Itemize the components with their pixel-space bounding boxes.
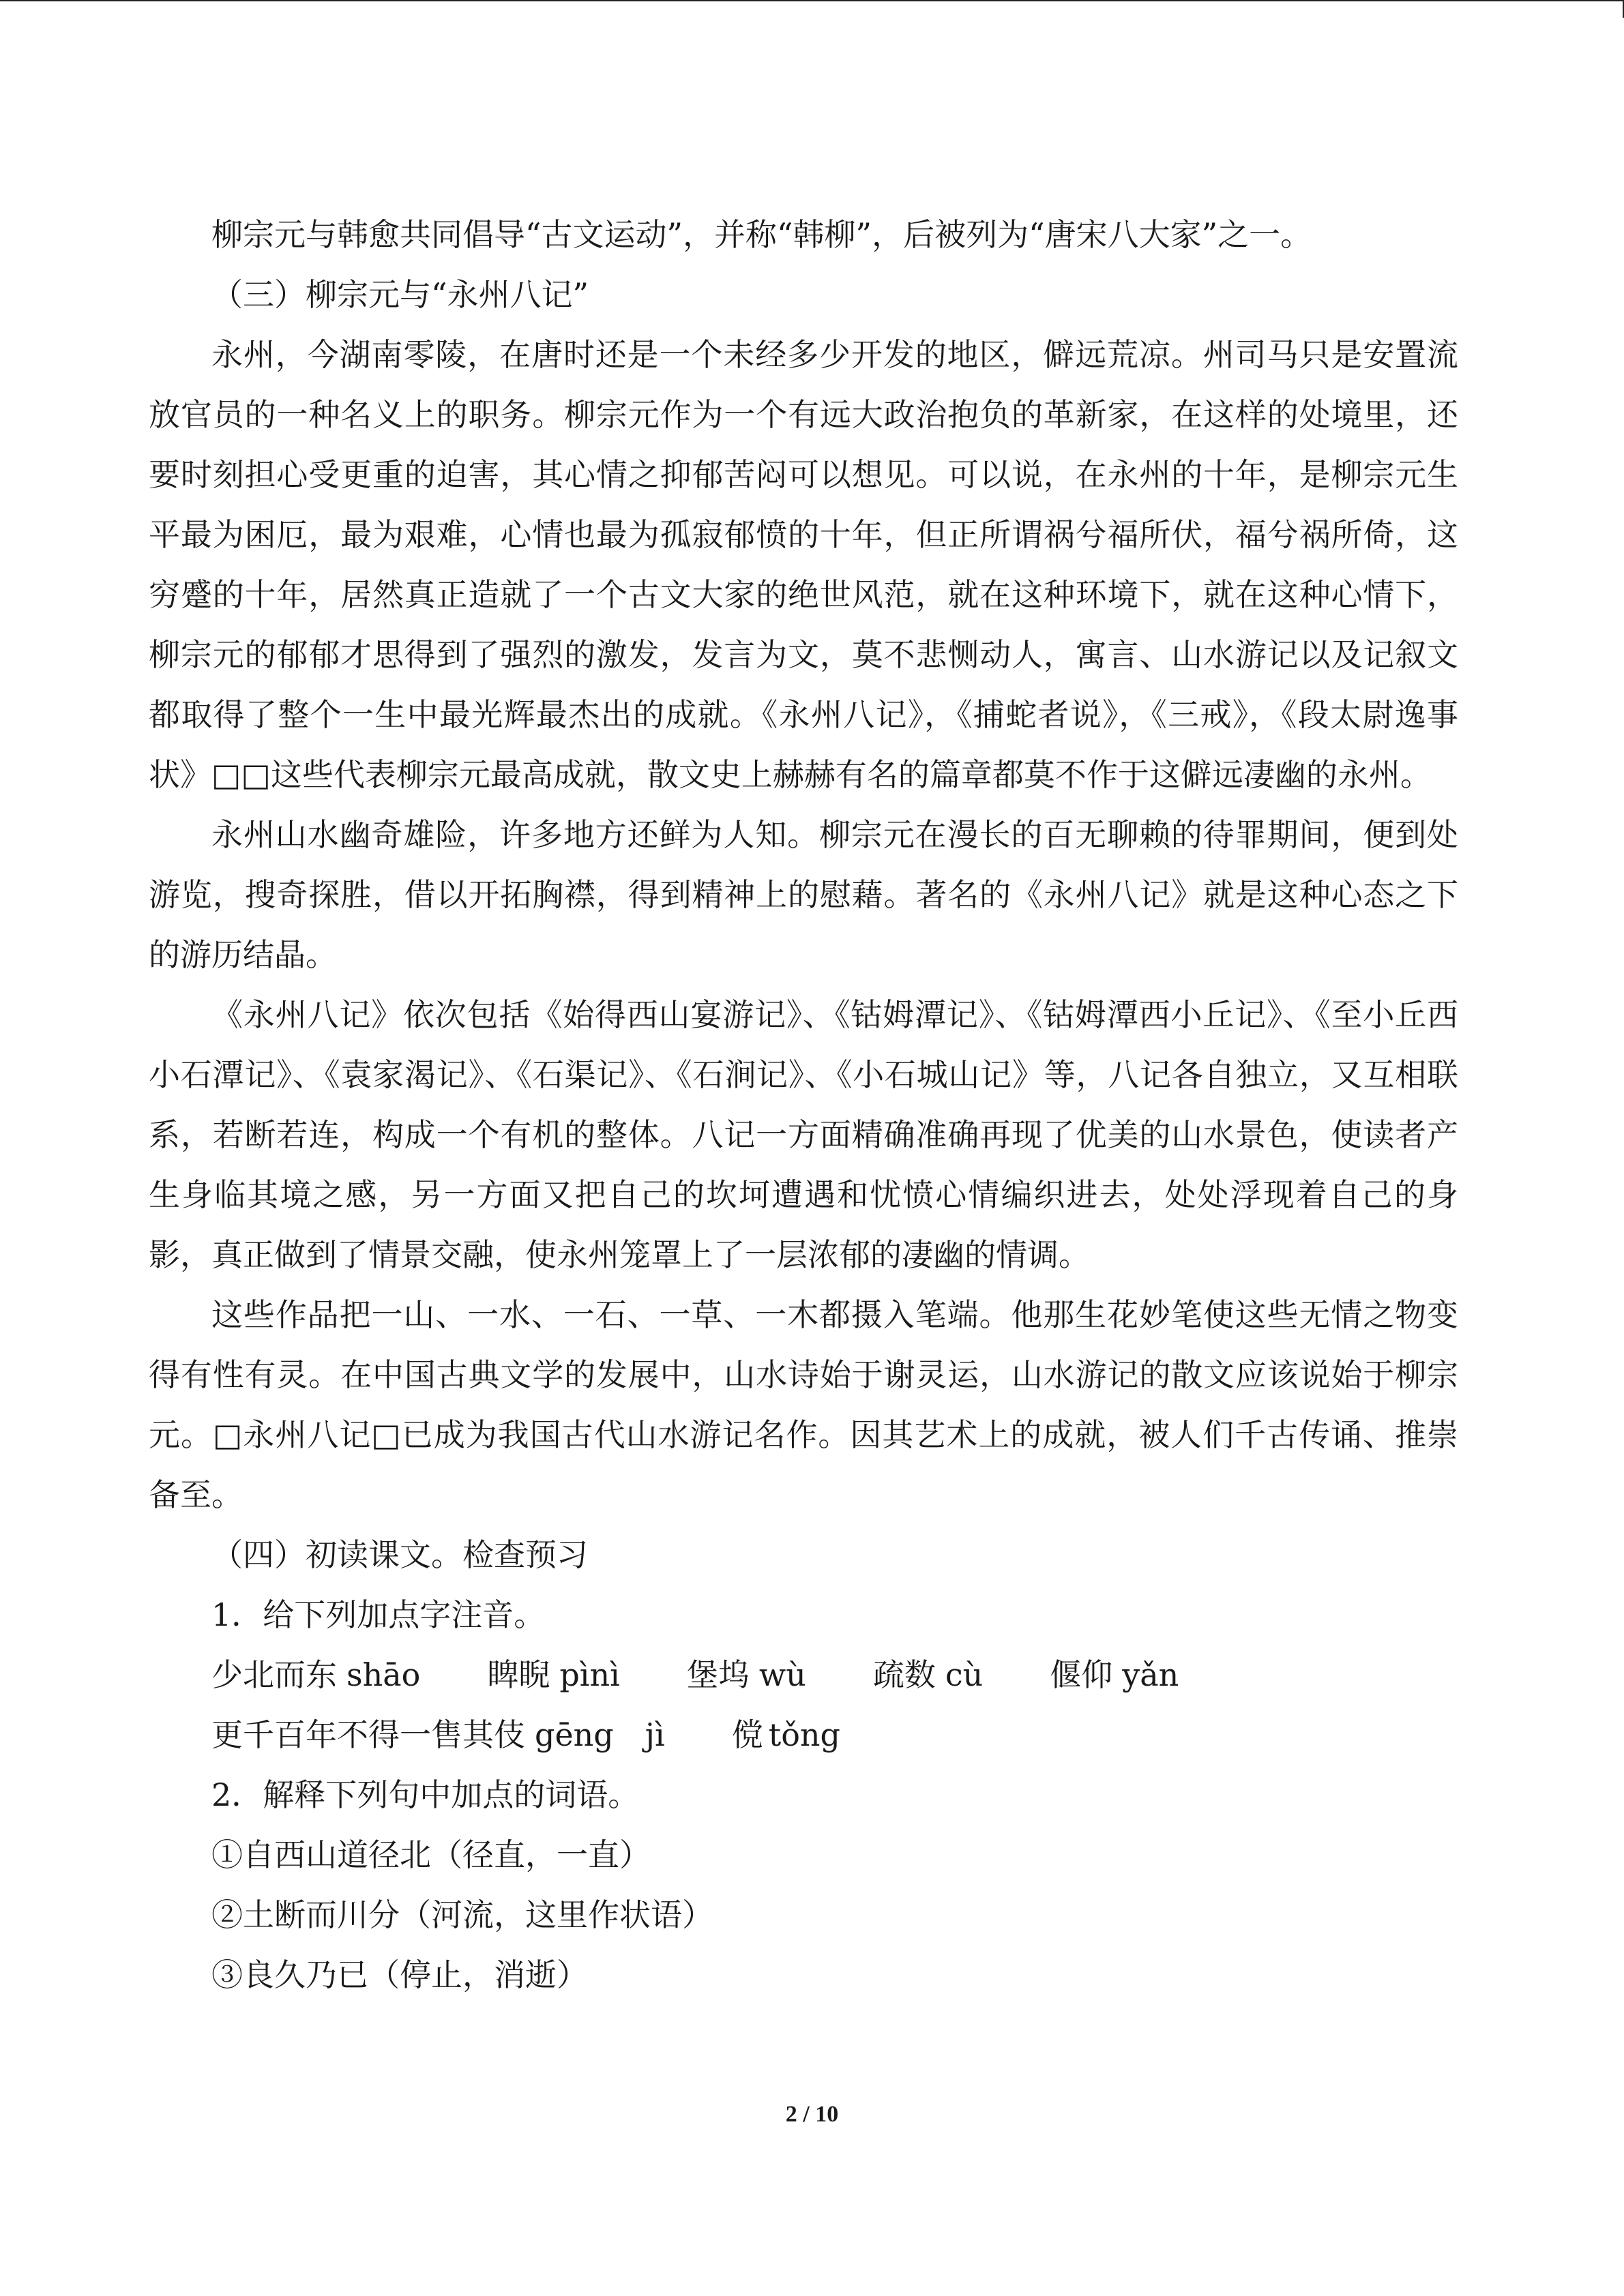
pinyin-row-1 [149, 1645, 1458, 1705]
paragraph-scenery: 永州山水幽奇雄险，许多地方还鲜为人知。柳宗元在漫长的百无聊赖的待罪期间，便到处游览，搜奇探胜，借以开拓胸襟，得到精神上的慰藉。著名的《永州八记》就是这种心态之下的游历结晶。 [149, 816, 1458, 973]
pinyin-word: 更千百年不得一售其伎 [211, 1716, 525, 1753]
pinyin-row-2 [149, 1705, 1458, 1765]
pinyin-word: 疏数 [872, 1656, 936, 1693]
pinyin-reading: tǒng [768, 1716, 840, 1753]
answer-1: ①自西山道径北（径直，一直） [211, 1836, 651, 1873]
pinyin-reading: cù [945, 1656, 984, 1693]
page-top-border [0, 0, 1624, 1]
question-1: 1．给下列加点字注音。 [211, 1596, 546, 1633]
pinyin-reading: wù [758, 1656, 806, 1693]
answer-3: ③良久乃已（停止，消逝） [211, 1956, 588, 1993]
paragraph-guwen: 柳宗元与韩愈共同倡导“古文运动”，并称“韩柳”，后被列为“唐宋八大家”之一。 [211, 216, 1312, 253]
pinyin-reading: pìnì [559, 1656, 620, 1693]
paragraph-eight-records: 《永州八记》依次包括《始得西山宴游记》、《钴姆潭记》、《钴姆潭西小丘记》、《至小丘西小石潭记》、《袁家渴记》、《石渠记》、《石涧记》、《小石城山记》等，八记各自独立，又互相联系，若断若连，构成一个有机的整体。八记一方面精确准确再现了优美的山水景色，使读者产生身临其境之感，另一方面又把自己的坎坷遭遇和忧愤心情编织进去，处处浮现着自己的身影，真正做到了情景交融，使永州笼罩上了一层浓郁的凄幽的情调。 [149, 996, 1458, 1273]
pinyin-word: 睥睨 [487, 1656, 550, 1693]
pinyin-word: 偃仰 [1050, 1656, 1113, 1693]
paragraph-works: 这些作品把一山、一水、一石、一草、一木都摄入笔端。他那生花妙笔使这些无情之物变得有性有灵。在中国古典文学的发展中，山水诗始于谢灵运，山水游记的散文应该说始于柳宗元。□永州八记□已成为我国古代山水游记名作。因其艺术上的成就，被人们千古传诵、推崇备至。 [149, 1296, 1458, 1513]
section-heading-3: （三）柳宗元与“永州八记” [211, 276, 589, 313]
section-heading-4: （四）初读课文。检查预习 [211, 1536, 588, 1573]
paragraph-yongzhou: 永州，今湖南零陵，在唐时还是一个未经多少开发的地区，僻远荒凉。州司马只是安置流放官员的一种名义上的职务。柳宗元作为一个有远大政治抱负的革新家，在这样的处境里，还要时刻担心受更重的迫害，其心情之抑郁苦闷可以想见。可以说，在永州的十年，是柳宗元生平最为困厄，最为艰难，心情也最为孤寂郁愤的十年，但正所谓祸兮福所伏，福兮祸所倚，这穷蹙的十年，居然真正造就了一个古文大家的绝世风范，就在这种环境下，就在这种心情下，柳宗元的郁郁才思得到了强烈的激发，发言为文，莫不悲恻动人，寓言、山水游记以及记叙文都取得了整个一生中最光辉最杰出的成就。《永州八记》，《捕蛇者说》，《三戒》，《段太尉逸事状》□□这些代表柳宗元最高成就，散文史上赫赫有名的篇章都莫不作于这僻远凄幽的永州。 [149, 336, 1458, 793]
pinyin-reading: yǎn [1122, 1656, 1179, 1693]
pinyin-reading: gēng jì [535, 1716, 665, 1753]
question-2: 2．解释下列句中加点的词语。 [211, 1776, 640, 1813]
document-body [149, 205, 1458, 2005]
answer-2: ②土断而川分（河流，这里作状语） [211, 1896, 713, 1933]
page-number: 2 / 10 [785, 2102, 839, 2127]
pinyin-reading: shāo [346, 1656, 421, 1693]
pinyin-word: 傥 [731, 1716, 763, 1753]
pinyin-word: 堡坞 [686, 1656, 750, 1693]
pinyin-word: 少北而东 [211, 1656, 337, 1693]
